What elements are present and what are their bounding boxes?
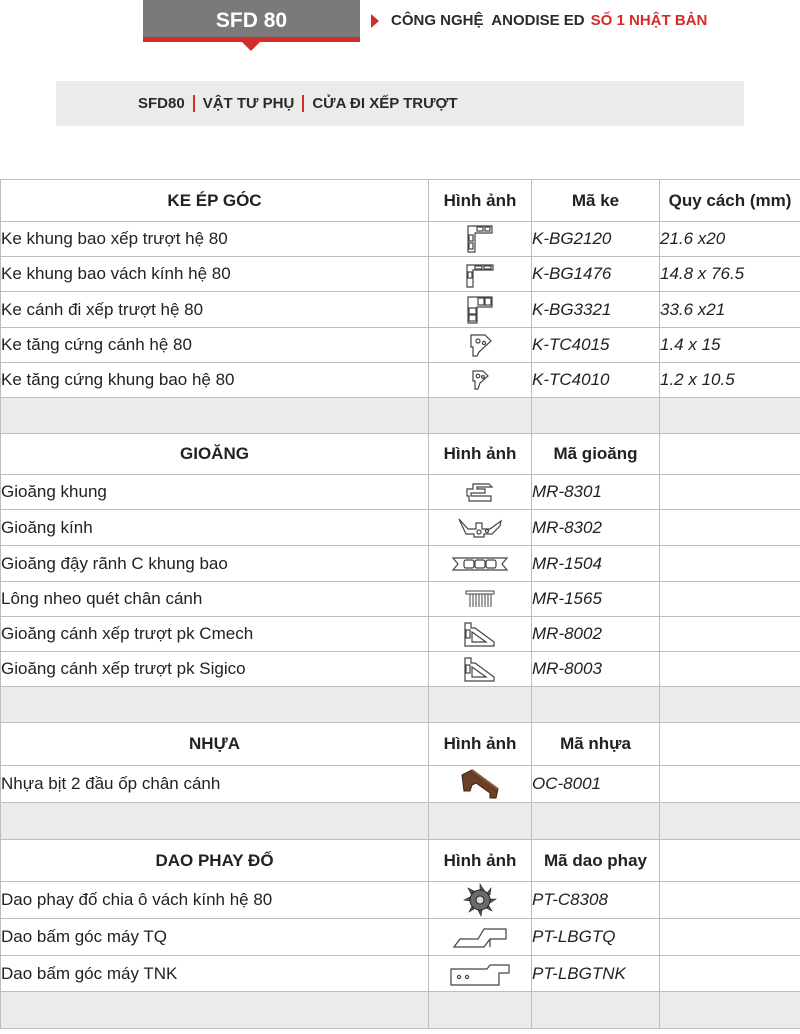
corner-bracket-icon xyxy=(464,259,496,289)
table-row xyxy=(1,582,800,617)
accessory-table xyxy=(0,179,800,1029)
table-row xyxy=(1,919,800,956)
breadcrumb-item[interactable]: CỬA ĐI XẾP TRƯỢT xyxy=(312,95,458,112)
item-code: MR-1504 xyxy=(532,546,660,582)
item-code: OC-8001 xyxy=(532,766,660,803)
col-header-image: Hình ảnh xyxy=(429,180,532,222)
item-name: Ke khung bao vách kính hệ 80 xyxy=(1,257,429,292)
table-row xyxy=(1,766,800,803)
item-name: Gioăng cánh xếp trượt pk Cmech xyxy=(1,617,429,652)
stiffener-bracket-icon xyxy=(467,367,493,393)
table-row xyxy=(1,363,800,398)
item-name: Ke tăng cứng khung bao hệ 80 xyxy=(1,363,429,398)
item-code: MR-8302 xyxy=(532,510,660,546)
section-spacer xyxy=(1,687,800,723)
col-header-code: Mã nhựa xyxy=(532,723,660,766)
play-triangle-icon xyxy=(371,14,379,28)
item-name: Dao phay đố chia ô vách kính hệ 80 xyxy=(1,882,429,919)
corner-blade-tnk-icon xyxy=(449,961,511,987)
sash-gasket-icon xyxy=(460,620,500,648)
tab-pointer-icon xyxy=(242,42,260,51)
section-header-gioang xyxy=(1,434,800,475)
section-header-ke xyxy=(1,180,800,222)
item-code: MR-1565 xyxy=(532,582,660,617)
breadcrumb xyxy=(56,81,744,126)
item-spec: 14.8 x 76.5 xyxy=(660,257,800,292)
section-title: DAO PHAY ĐỐ xyxy=(1,840,429,882)
table-row xyxy=(1,510,800,546)
table-row xyxy=(1,546,800,582)
item-name: Lông nheo quét chân cánh xyxy=(1,582,429,617)
item-code: MR-8003 xyxy=(532,652,660,687)
col-header-code: Mã gioăng xyxy=(532,434,660,475)
item-code: K-BG2120 xyxy=(532,222,660,257)
slogan-main: CÔNG NGHỆ ANODISE ED xyxy=(391,12,585,29)
corner-bracket-icon xyxy=(464,224,496,254)
product-tab[interactable] xyxy=(143,0,360,41)
col-header-image: Hình ảnh xyxy=(429,434,532,475)
section-title: GIOĂNG xyxy=(1,434,429,475)
channel-cover-gasket-icon xyxy=(451,554,509,574)
item-code: K-TC4015 xyxy=(532,328,660,363)
item-code: MR-8002 xyxy=(532,617,660,652)
col-header-code: Mã ke xyxy=(532,180,660,222)
glass-gasket-icon xyxy=(456,515,504,541)
item-code: PT-LBGTNK xyxy=(532,956,660,992)
milling-cutter-icon xyxy=(462,882,498,918)
col-header-spec: Quy cách (mm) xyxy=(660,180,800,222)
corner-blade-icon xyxy=(452,925,508,949)
table-row xyxy=(1,328,800,363)
breadcrumb-item[interactable]: SFD80 xyxy=(138,95,185,112)
item-name: Nhựa bịt 2 đầu ốp chân cánh xyxy=(1,766,429,803)
section-header-nhua xyxy=(1,723,800,766)
item-name: Gioăng đậy rãnh C khung bao xyxy=(1,546,429,582)
col-header-image: Hình ảnh xyxy=(429,723,532,766)
sash-gasket-icon xyxy=(460,655,500,683)
plastic-end-cap-icon xyxy=(458,767,502,801)
item-spec: 21.6 x20 xyxy=(660,222,800,257)
section-title: KE ÉP GÓC xyxy=(1,180,429,222)
item-name: Dao bấm góc máy TNK xyxy=(1,956,429,992)
section-spacer xyxy=(1,992,800,1029)
slogan-highlight: SỐ 1 NHẬT BẢN xyxy=(590,12,708,29)
brush-seal-icon xyxy=(463,588,497,610)
item-name: Ke tăng cứng cánh hệ 80 xyxy=(1,328,429,363)
item-name: Gioăng khung xyxy=(1,475,429,510)
table-row xyxy=(1,222,800,257)
section-spacer xyxy=(1,803,800,840)
section-spacer xyxy=(1,398,800,434)
breadcrumb-item[interactable]: VẬT TƯ PHỤ xyxy=(202,95,295,112)
item-code: K-TC4010 xyxy=(532,363,660,398)
item-code: PT-C8308 xyxy=(532,882,660,919)
item-name: Dao bấm góc máy TQ xyxy=(1,919,429,956)
table-row xyxy=(1,652,800,687)
item-code: K-BG1476 xyxy=(532,257,660,292)
stiffener-bracket-icon xyxy=(465,332,495,358)
table-row xyxy=(1,257,800,292)
section-title: NHỰA xyxy=(1,723,429,766)
table-row xyxy=(1,617,800,652)
item-code: MR-8301 xyxy=(532,475,660,510)
item-spec: 1.2 x 10.5 xyxy=(660,363,800,398)
table-row xyxy=(1,475,800,510)
product-tab-label: SFD 80 xyxy=(215,8,288,32)
col-header-image: Hình ảnh xyxy=(429,840,532,882)
item-spec: 1.4 x 15 xyxy=(660,328,800,363)
col-header-code: Mã dao phay xyxy=(532,840,660,882)
breadcrumb-separator xyxy=(302,95,304,112)
table-row xyxy=(1,292,800,328)
item-name: Ke cánh đi xếp trượt hệ 80 xyxy=(1,292,429,328)
gasket-profile-icon xyxy=(463,479,497,505)
section-header-dao xyxy=(1,840,800,882)
item-spec: 33.6 x21 xyxy=(660,292,800,328)
item-name: Gioăng kính xyxy=(1,510,429,546)
item-name: Gioăng cánh xếp trượt pk Sigico xyxy=(1,652,429,687)
table-row xyxy=(1,882,800,919)
slogan xyxy=(371,12,707,29)
table-row xyxy=(1,956,800,992)
corner-bracket-icon xyxy=(464,295,496,325)
breadcrumb-separator xyxy=(193,95,195,112)
item-code: PT-LBGTQ xyxy=(532,919,660,956)
item-name: Ke khung bao xếp trượt hệ 80 xyxy=(1,222,429,257)
item-code: K-BG3321 xyxy=(532,292,660,328)
